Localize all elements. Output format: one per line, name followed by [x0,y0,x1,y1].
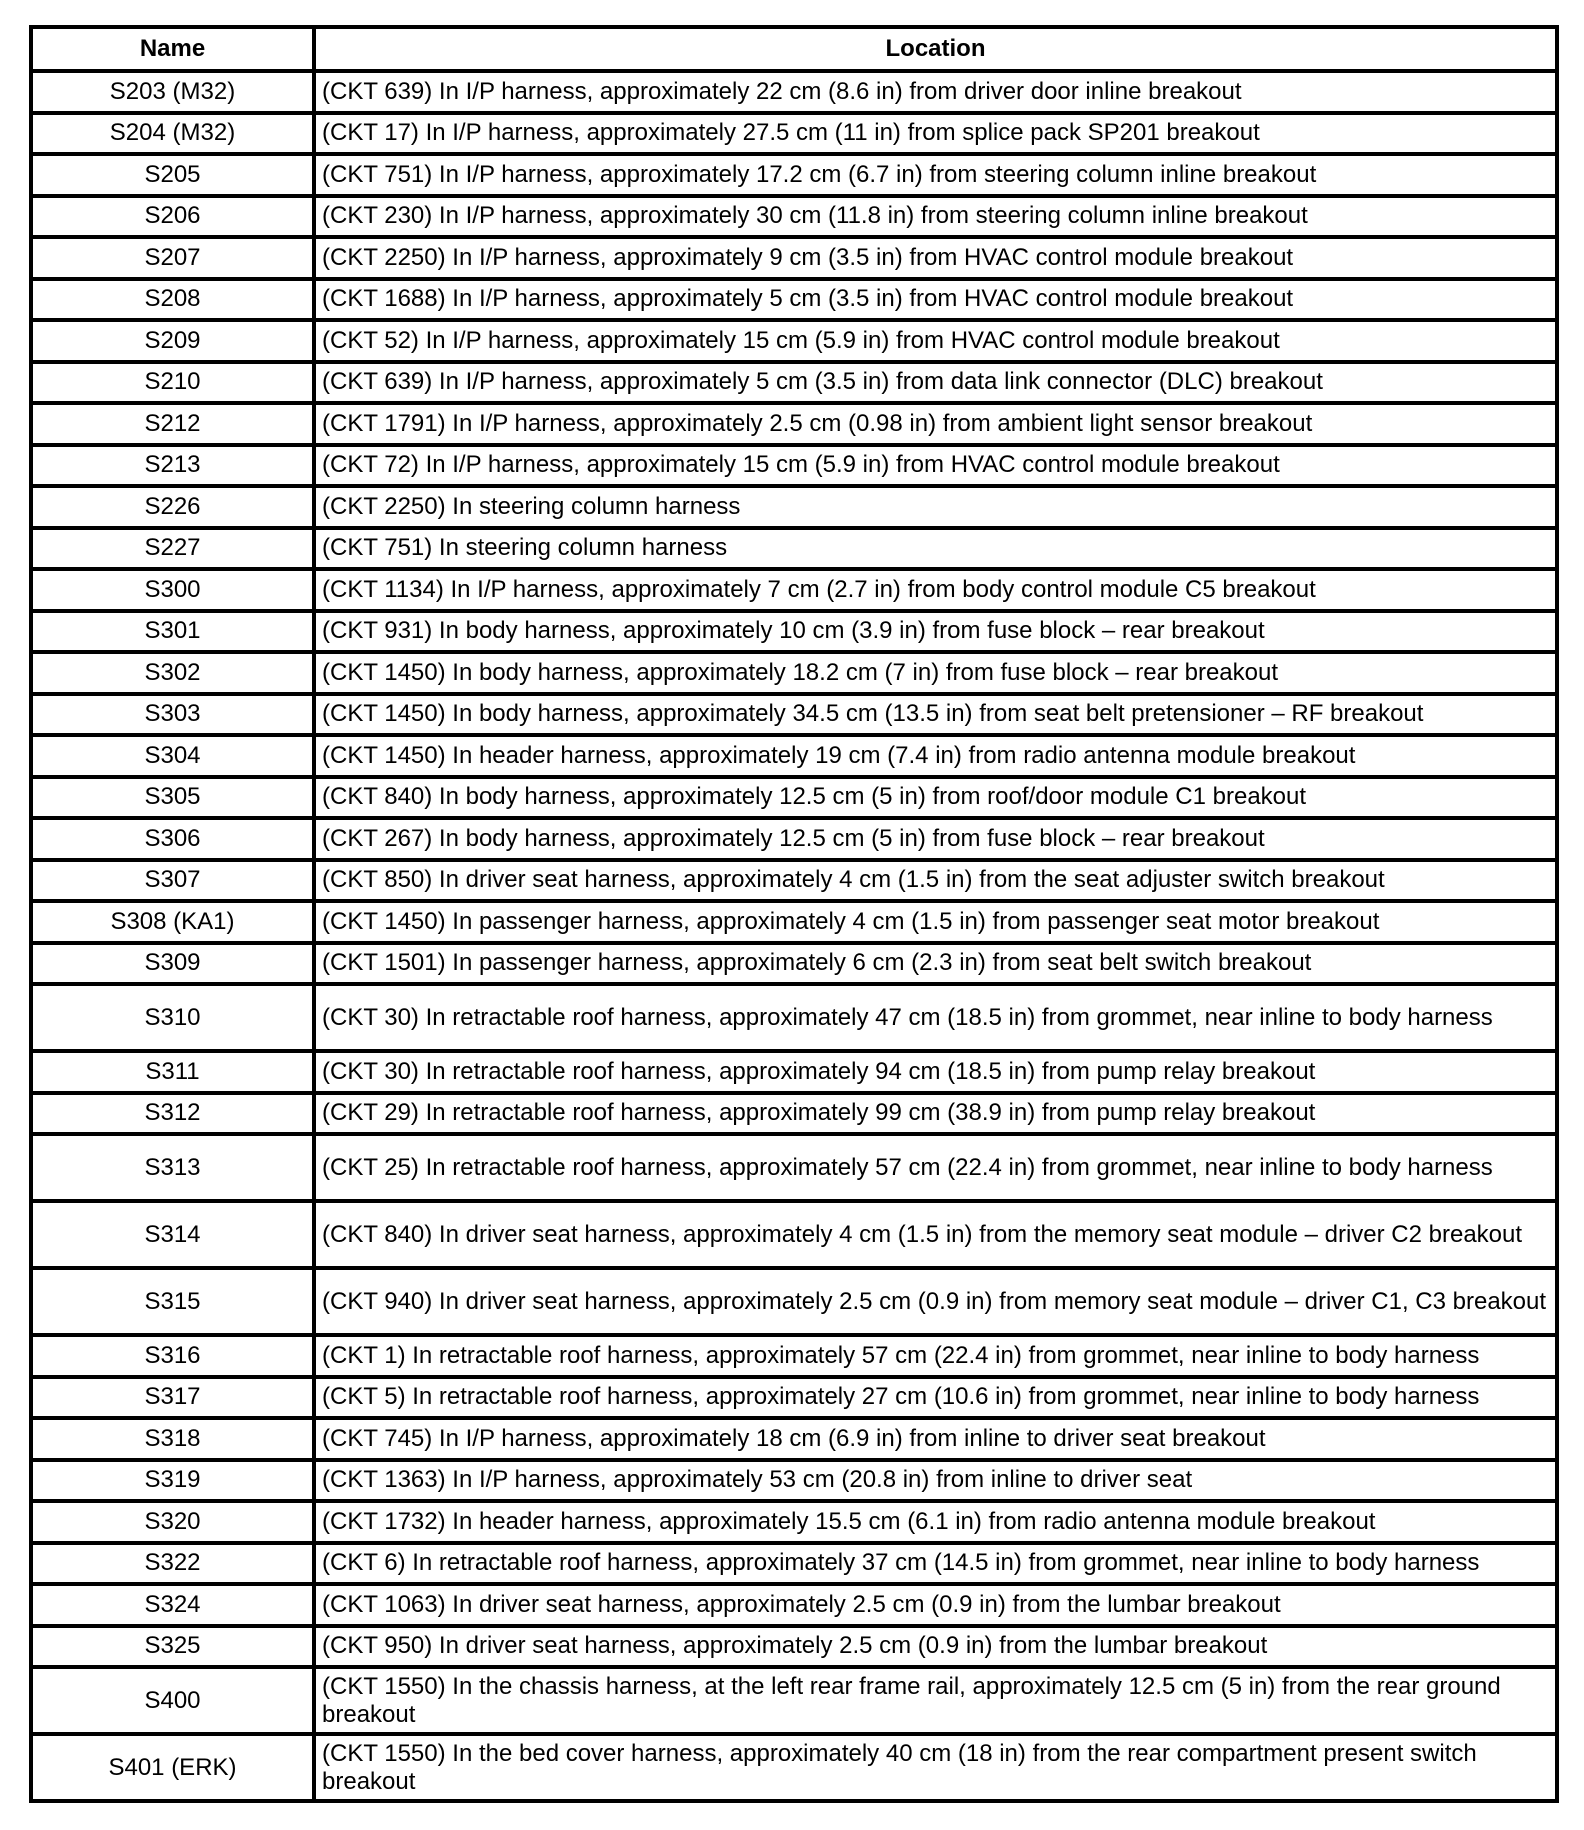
table-row [31,735,1557,777]
splice-name-cell: S205 [31,154,314,196]
table-row [31,154,1557,196]
splice-location-cell: (CKT 17) In I/P harness, approximately 27.5 cm (11 in) from splice pack SP201 breakout [314,113,1557,155]
table-row [31,320,1557,362]
table-row [31,652,1557,694]
table-row [31,1418,1557,1460]
splice-name-cell: S318 [31,1418,314,1460]
splice-name-cell: S313 [31,1134,314,1201]
splice-location-cell: (CKT 751) In I/P harness, approximately 17.2 cm (6.7 in) from steering column inline breakout [314,154,1557,196]
table-row [31,1335,1557,1377]
splice-location-cell: (CKT 1791) In I/P harness, approximately 2.5 cm (0.98 in) from ambient light sensor breakout [314,403,1557,445]
table-row [31,528,1557,570]
table-row [31,113,1557,155]
splice-location-cell: (CKT 2250) In steering column harness [314,486,1557,528]
splice-location-cell: (CKT 1134) In I/P harness, approximately 7 cm (2.7 in) from body control module C5 breakout [314,569,1557,611]
splice-name-cell: S209 [31,320,314,362]
splice-location-cell: (CKT 940) In driver seat harness, approximately 2.5 cm (0.9 in) from memory seat module – driver C1, C3 breakout [314,1268,1557,1335]
table-row [31,984,1557,1051]
table-row [31,279,1557,321]
splice-location-cell: (CKT 1550) In the bed cover harness, approximately 40 cm (18 in) from the rear compartment present switch breakout [314,1734,1557,1801]
table-row [31,445,1557,487]
splice-location-cell: (CKT 1450) In body harness, approximately 34.5 cm (13.5 in) from seat belt pretensioner – RF breakout [314,694,1557,736]
splice-name-cell: S308 (KA1) [31,901,314,943]
table-row [31,1134,1557,1201]
splice-location-cell: (CKT 1063) In driver seat harness, approximately 2.5 cm (0.9 in) from the lumbar breakout [314,1584,1557,1626]
splice-location-table-container [29,25,1555,1803]
table-row [31,1460,1557,1502]
table-row [31,818,1557,860]
splice-name-cell: S207 [31,237,314,279]
splice-name-cell: S304 [31,735,314,777]
table-row [31,777,1557,819]
table-row [31,694,1557,736]
name-column-header: Name [31,27,314,71]
table-header-row [31,27,1557,71]
splice-location-cell: (CKT 950) In driver seat harness, approximately 2.5 cm (0.9 in) from the lumbar breakout [314,1626,1557,1668]
table-row [31,901,1557,943]
splice-location-cell: (CKT 5) In retractable roof harness, approximately 27 cm (10.6 in) from grommet, near inline to body harness [314,1377,1557,1419]
table-row [31,1543,1557,1585]
splice-location-cell: (CKT 840) In body harness, approximately 12.5 cm (5 in) from roof/door module C1 breakout [314,777,1557,819]
splice-location-cell: (CKT 267) In body harness, approximately 12.5 cm (5 in) from fuse block – rear breakout [314,818,1557,860]
splice-name-cell: S325 [31,1626,314,1668]
splice-name-cell: S314 [31,1201,314,1268]
splice-name-cell: S305 [31,777,314,819]
splice-name-cell: S213 [31,445,314,487]
splice-location-cell: (CKT 1501) In passenger harness, approximately 6 cm (2.3 in) from seat belt switch breakout [314,943,1557,985]
splice-location-cell: (CKT 1732) In header harness, approximately 15.5 cm (6.1 in) from radio antenna module breakout [314,1501,1557,1543]
splice-location-cell: (CKT 1450) In passenger harness, approximately 4 cm (1.5 in) from passenger seat motor breakout [314,901,1557,943]
splice-name-cell: S303 [31,694,314,736]
splice-name-cell: S302 [31,652,314,694]
splice-name-cell: S320 [31,1501,314,1543]
table-row [31,1051,1557,1093]
splice-name-cell: S212 [31,403,314,445]
table-row [31,362,1557,404]
splice-location-table [29,25,1559,1803]
splice-name-cell: S307 [31,860,314,902]
splice-location-cell: (CKT 52) In I/P harness, approximately 15 cm (5.9 in) from HVAC control module breakout [314,320,1557,362]
splice-location-cell: (CKT 745) In I/P harness, approximately 18 cm (6.9 in) from inline to driver seat breakout [314,1418,1557,1460]
table-row [31,1268,1557,1335]
table-row [31,569,1557,611]
splice-name-cell: S310 [31,984,314,1051]
table-row [31,1734,1557,1801]
splice-name-cell: S210 [31,362,314,404]
table-row [31,1584,1557,1626]
splice-location-cell: (CKT 30) In retractable roof harness, approximately 94 cm (18.5 in) from pump relay breakout [314,1051,1557,1093]
splice-location-cell: (CKT 2250) In I/P harness, approximately 9 cm (3.5 in) from HVAC control module breakout [314,237,1557,279]
splice-name-cell: S322 [31,1543,314,1585]
splice-location-cell: (CKT 1450) In header harness, approximately 19 cm (7.4 in) from radio antenna module breakout [314,735,1557,777]
splice-name-cell: S316 [31,1335,314,1377]
table-row [31,1093,1557,1135]
splice-location-cell: (CKT 840) In driver seat harness, approximately 4 cm (1.5 in) from the memory seat module – driver C2 breakout [314,1201,1557,1268]
splice-location-cell: (CKT 1450) In body harness, approximately 18.2 cm (7 in) from fuse block – rear breakout [314,652,1557,694]
splice-name-cell: S204 (M32) [31,113,314,155]
table-row [31,1201,1557,1268]
splice-name-cell: S208 [31,279,314,321]
splice-location-cell: (CKT 30) In retractable roof harness, approximately 47 cm (18.5 in) from grommet, near inline to body harness [314,984,1557,1051]
splice-location-cell: (CKT 6) In retractable roof harness, approximately 37 cm (14.5 in) from grommet, near inline to body harness [314,1543,1557,1585]
splice-location-cell: (CKT 751) In steering column harness [314,528,1557,570]
splice-name-cell: S300 [31,569,314,611]
table-row [31,1501,1557,1543]
splice-location-cell: (CKT 1688) In I/P harness, approximately 5 cm (3.5 in) from HVAC control module breakout [314,279,1557,321]
splice-name-cell: S206 [31,196,314,238]
splice-name-cell: S309 [31,943,314,985]
splice-location-cell: (CKT 29) In retractable roof harness, approximately 99 cm (38.9 in) from pump relay breakout [314,1093,1557,1135]
splice-name-cell: S227 [31,528,314,570]
splice-name-cell: S301 [31,611,314,653]
table-body [31,71,1557,1801]
table-row [31,1667,1557,1734]
table-row [31,860,1557,902]
table-row [31,1626,1557,1668]
splice-location-cell: (CKT 230) In I/P harness, approximately 30 cm (11.8 in) from steering column inline breakout [314,196,1557,238]
table-row [31,486,1557,528]
splice-name-cell: S306 [31,818,314,860]
splice-name-cell: S315 [31,1268,314,1335]
splice-location-cell: (CKT 1550) In the chassis harness, at the left rear frame rail, approximately 12.5 cm (5 in) from the rear ground breakout [314,1667,1557,1734]
splice-name-cell: S319 [31,1460,314,1502]
splice-name-cell: S324 [31,1584,314,1626]
splice-name-cell: S400 [31,1667,314,1734]
splice-location-cell: (CKT 25) In retractable roof harness, approximately 57 cm (22.4 in) from grommet, near inline to body harness [314,1134,1557,1201]
splice-location-cell: (CKT 639) In I/P harness, approximately 22 cm (8.6 in) from driver door inline breakout [314,71,1557,113]
splice-location-cell: (CKT 850) In driver seat harness, approximately 4 cm (1.5 in) from the seat adjuster switch breakout [314,860,1557,902]
splice-location-cell: (CKT 639) In I/P harness, approximately 5 cm (3.5 in) from data link connector (DLC) breakout [314,362,1557,404]
table-row [31,196,1557,238]
splice-name-cell: S226 [31,486,314,528]
splice-location-cell: (CKT 1363) In I/P harness, approximately 53 cm (20.8 in) from inline to driver seat [314,1460,1557,1502]
splice-location-cell: (CKT 72) In I/P harness, approximately 15 cm (5.9 in) from HVAC control module breakout [314,445,1557,487]
splice-name-cell: S401 (ERK) [31,1734,314,1801]
table-row [31,403,1557,445]
splice-name-cell: S203 (M32) [31,71,314,113]
splice-name-cell: S312 [31,1093,314,1135]
splice-name-cell: S317 [31,1377,314,1419]
table-row [31,71,1557,113]
table-row [31,611,1557,653]
splice-location-cell: (CKT 931) In body harness, approximately 10 cm (3.9 in) from fuse block – rear breakout [314,611,1557,653]
splice-location-cell: (CKT 1) In retractable roof harness, approximately 57 cm (22.4 in) from grommet, near inline to body harness [314,1335,1557,1377]
table-row [31,237,1557,279]
table-row [31,1377,1557,1419]
table-row [31,943,1557,985]
splice-name-cell: S311 [31,1051,314,1093]
location-column-header: Location [314,27,1557,71]
